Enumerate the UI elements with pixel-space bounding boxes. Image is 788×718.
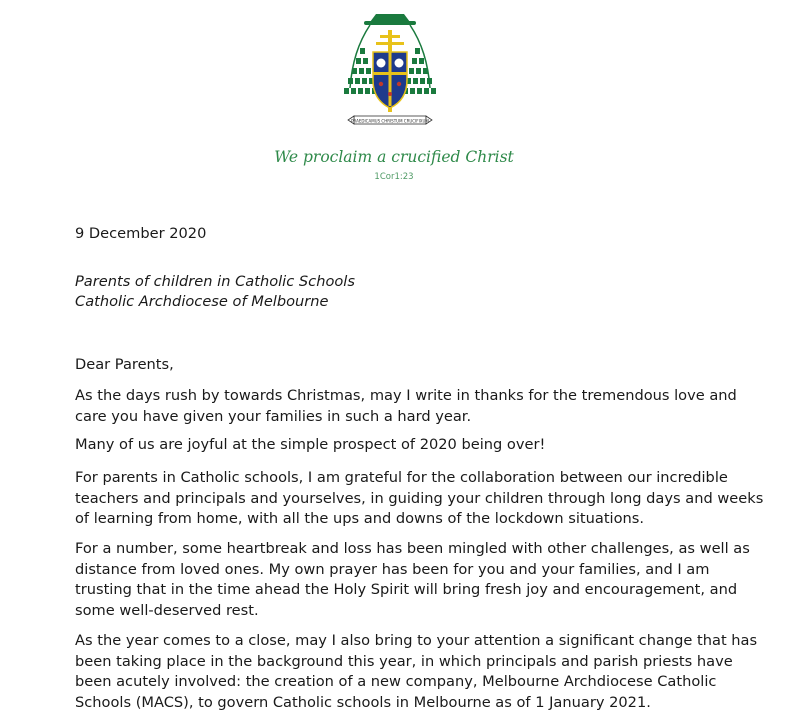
paragraph-4: For a number, some heartbreak and loss has been mingled with other challenges, as well as distance from loved ones. My own prayer has been for you and your families, and I am trusting that in the time ahead the Holy Spirit will bring fresh joy and encouragement, and some well-deserved rest. <box>75 540 750 619</box>
archdiocese-crest-logo <box>340 8 440 132</box>
paragraph-2: Many of us are joyful at the simple prospect of 2020 being over! <box>75 436 546 453</box>
scripture-reference: 1Cor1:23 <box>374 172 414 182</box>
paragraph-1: As the days rush by towards Christmas, may I write in thanks for the tremendous love and care you have given your families in such a hard year. <box>75 387 737 425</box>
salutation: Dear Parents, <box>75 356 174 373</box>
recipient-line-2: Catholic Archdiocese of Melbourne <box>75 293 329 310</box>
motto: We proclaim a crucified Christ <box>274 148 514 166</box>
paragraph-5: As the year comes to a close, may I also bring to your attention a significant change that has been taking place in the background this year, in which principals and parish priests have been acutely involved: the creation of a new company, Melbourne Archdiocese Catholic Schools (MACS), to govern Catholic schools in Melbourne as of 1 January 2021. <box>75 632 758 711</box>
letter-date: 9 December 2020 <box>75 225 207 242</box>
paragraph-3: For parents in Catholic schools, I am grateful for the collaboration between our incredible teachers and principals and yourselves, in guiding your children through long days and weeks of learning from home, with all the ups and downs of the lockdown situations. <box>75 469 764 527</box>
svg-text:PRAEDICAMUS CHRISTUM CRUCIFIXU: PRAEDICAMUS CHRISTUM CRUCIFIXUM <box>351 118 429 124</box>
recipient-line-1: Parents of children in Catholic Schools <box>75 273 355 290</box>
